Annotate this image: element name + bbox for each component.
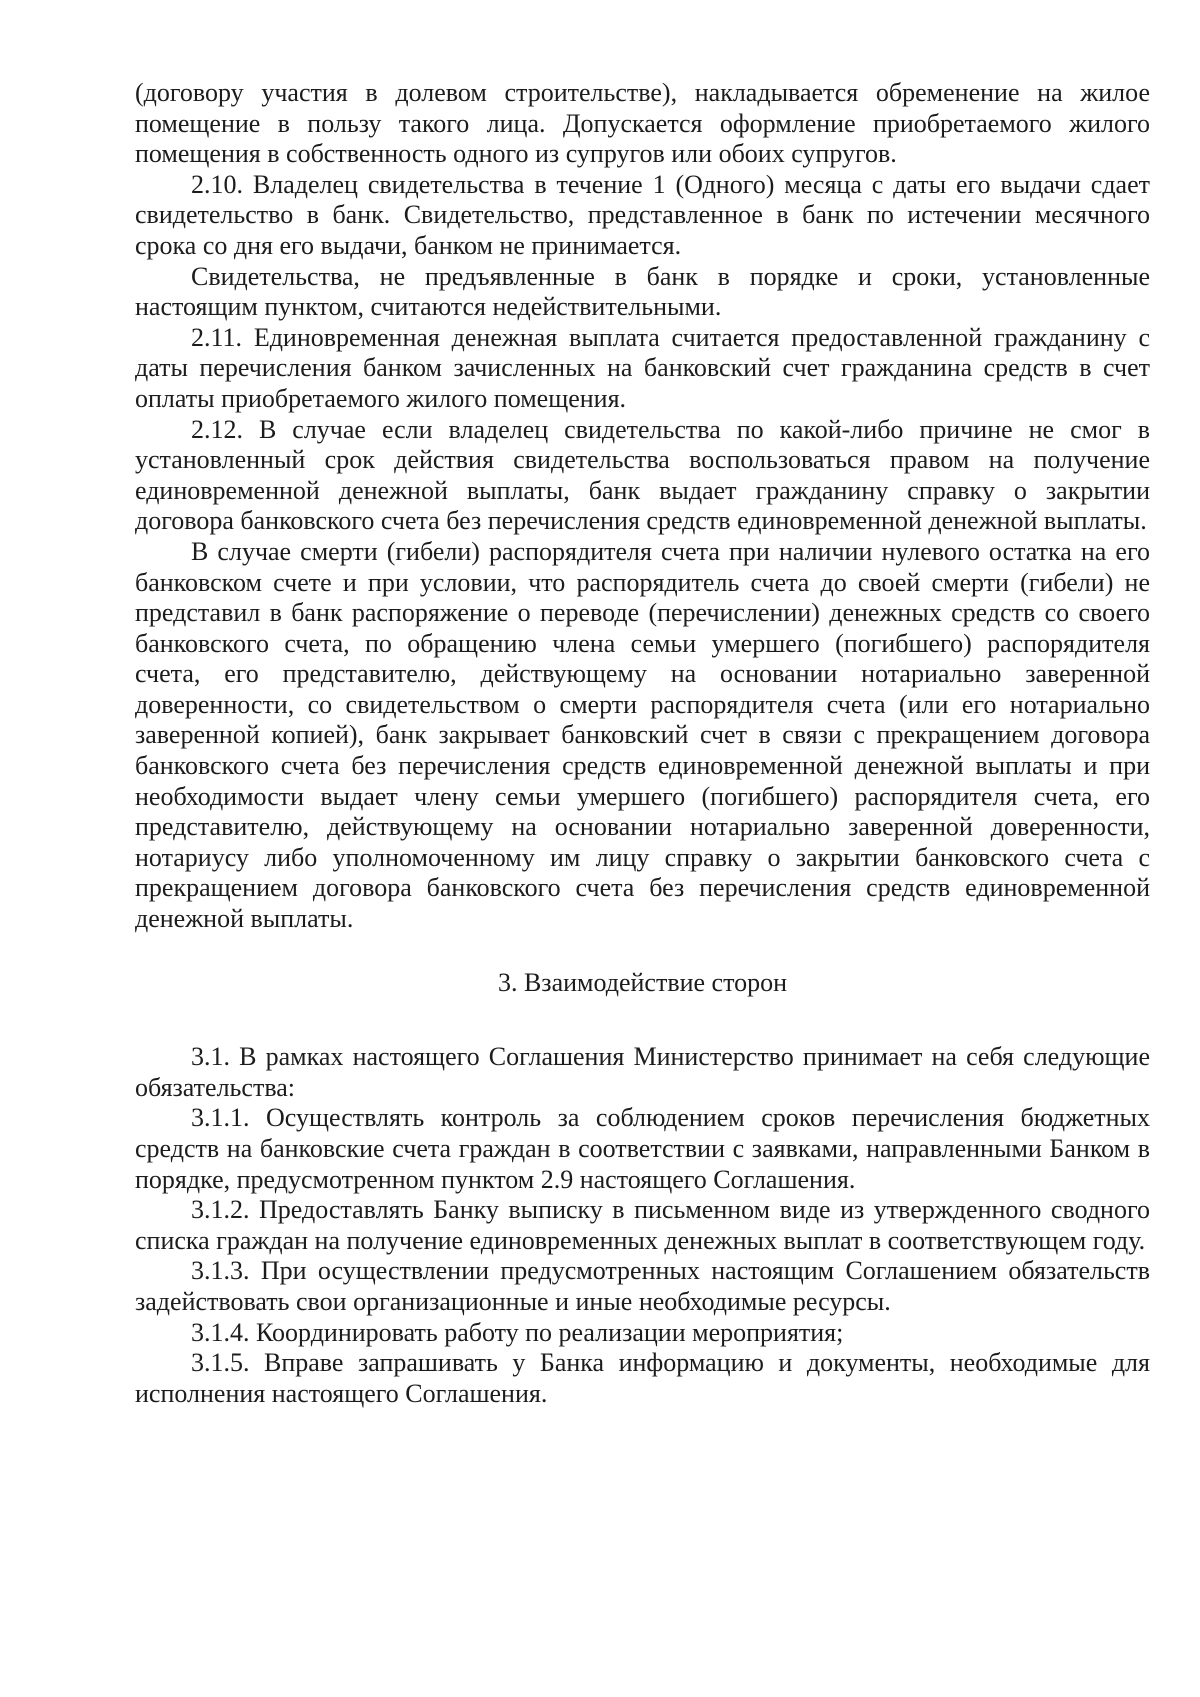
paragraph-2-12: 2.12. В случае если владелец свидетельства по какой-либо причине не смог в установленный срок действия свидетельства воспользоваться правом на получение единовременной денежной выплаты, банк выдает гражданину справку о закрытии договора банковского счета без перечисления средств единовременной денежной выплаты. [135,414,1150,536]
paragraph-2-11: 2.11. Единовременная денежная выплата считается предоставленной гражданину с даты перечисления банком зачисленных на банковский счет гражданина средств в счет оплаты приобретаемого жилого помещения. [135,322,1150,413]
section-heading: 3. Взаимодействие сторон [497,967,788,997]
paragraph-3-1-3: 3.1.3. При осуществлении предусмотренных настоящим Соглашением обязательств задействовать свои организационные и иные необходимые ресурсы. [135,1256,1150,1316]
paragraph-3-1-1: 3.1.1. Осуществлять контроль за соблюдением сроков перечисления бюджетных средств на банковские счета граждан в соответствии с заявками, направленными Банком в порядке, предусмотренном пунктом 2.9 настоящего Соглашения. [135,1103,1150,1194]
paragraph-2-10: 2.10. Владелец свидетельства в течение 1 (Одного) месяца с даты его выдачи сдает свидетельство в банк. Свидетельство, представленное в банк по истечении месячного срока со дня его выдачи, банком не принимается. [135,169,1150,260]
paragraph-3-1: 3.1. В рамках настоящего Соглашения Министерство принимает на себя следующие обязательства: [135,1042,1150,1102]
paragraph-3-1-4: 3.1.4. Координировать работу по реализации мероприятия; [191,1317,844,1347]
document-page [135,78,1150,1409]
paragraph-continuation: (договору участия в долевом строительстве), накладывается обременение на жилое помещение в пользу такого лица. Допускается оформление приобретаемого жилого помещения в собственность одного из супругов или обоих супругов. [135,78,1150,169]
paragraph-2-10-note: Свидетельства, не предъявленные в банк в порядке и сроки, установленные настоящим пунктом, считаются недействительными. [135,261,1150,322]
paragraph-3-1-5: 3.1.5. Вправе запрашивать у Банка информацию и документы, необходимые для исполнения настоящего Соглашения. [135,1348,1150,1408]
paragraph-3-1-2: 3.1.2. Предоставлять Банку выписку в письменном виде из утвержденного сводного списка граждан на получение единовременных денежных выплат в соответствующем году. [135,1195,1150,1255]
paragraph-2-12-death-case: В случае смерти (гибели) распорядителя счета при наличии нулевого остатка на его банковском счете и при условии, что распорядитель счета до своей смерти (гибели) не представил в банк распоряжение о переводе (перечислении) денежных средств со своего банковского счета, по обращению члена семьи умершего (погибшего) распорядителя счета, его представителю, действующему на основании нотариально заверенной доверенности, со свидетельством о смерти распорядителя счета (или его нотариально заверенной копией), банк закрывает банковский счет в связи с прекращением договора банковского счета без перечисления средств единовременной денежной выплаты и при необходимости выдает члену семьи умершего (погибшего) распорядителя счета, его представителю, действующему на основании нотариально заверенной доверенности, нотариусу либо уполномоченному им лицу справку о закрытии банковского счета с прекращением договора банковского счета без перечисления средств единовременной денежной выплаты. [135,536,1150,934]
